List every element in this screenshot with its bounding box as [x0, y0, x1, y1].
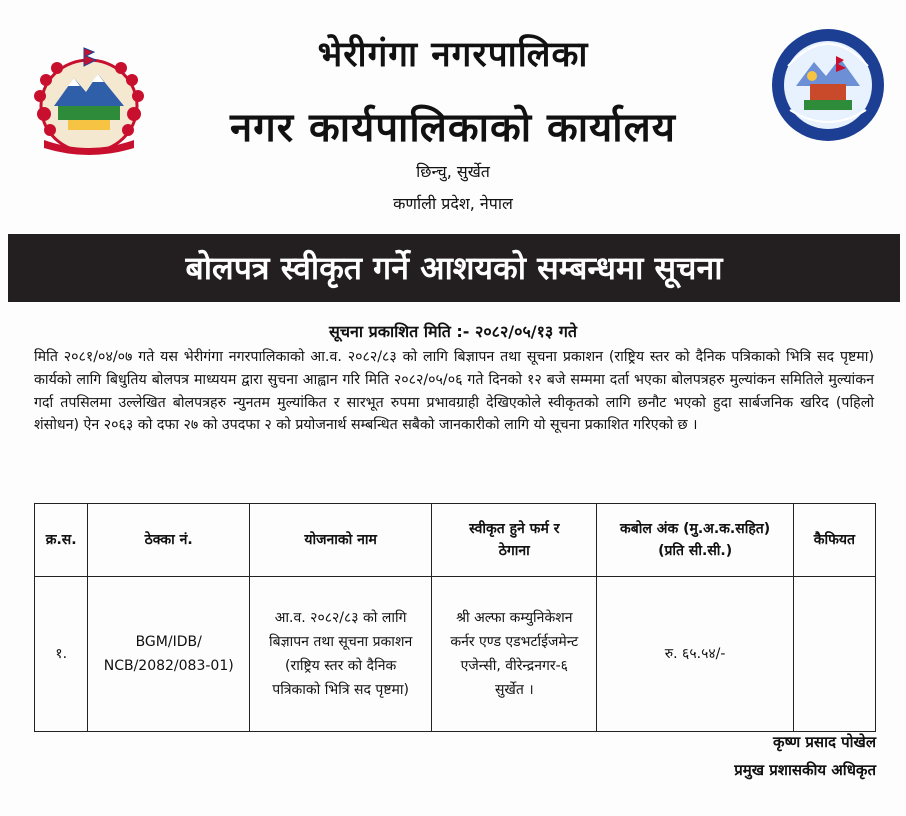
firm-line-3: एजेन्सी, वीरेन्द्रनगर-६	[460, 658, 568, 674]
table-header-row	[35, 504, 876, 577]
project-line-3: (राष्ट्रिय स्तर को दैनिक	[285, 658, 397, 674]
header-sn: क्र.स.	[35, 504, 88, 577]
municipality-name: भेरीगंगा नगरपालिका	[317, 35, 589, 75]
cell-remarks	[793, 577, 875, 732]
notice-body: मिति २०८१/०४/०७ गते यस भेरीगंगा नगरपालिकाको आ.व. २०८२/८३ को लागि बिज्ञापन तथा सूचना प्रकाशन (राष्ट्रिय स्तर को दैनिक पत्रिकाको भित्रि सद पृष्टमा) कार्यको लागि बिधुतिय बोलपत्र माध्ययम द्वारा सुचना आह्वान गरि मिति २०८२/०५/०६ गते दिनको १२ बजे सम्ममा दर्ता भएका बोलपत्रहरु मुल्यांकन समितिले मुल्यांकन गर्दा तपसिलमा उल्लेखित बोलपत्रहरु न्युनतम मुल्यांकित र सारभूत रुपमा प्रभावग्राही देखिएकोले स्वीकृतको लागि छनौट भएको हुदा सार्बजनिक खरिद (पहिलो शंसोधन) ऐन २०६३ को दफा २७ को उपदफा २ को प्रयोजनार्थ सम्बन्धित सबैको जानकारीको लागि यो सूचना प्रकाशित गरिएको छ ।	[34, 349, 874, 434]
header-firm-line-2: ठेगाना	[498, 543, 530, 559]
header-contract-no: ठेक्का नं.	[88, 504, 250, 577]
header-project: योजनाको नाम	[250, 504, 432, 577]
header-amount-line-1: कबोल अंक (मु.अ.क.सहित)	[620, 521, 771, 537]
firm-line-1: श्री अल्फा कम्युनिकेशन	[456, 610, 573, 626]
cell-firm	[432, 577, 597, 732]
project-line-1: आ.व. २०८२/८३ को लागि	[274, 610, 407, 626]
table-row	[35, 577, 876, 732]
signatory-designation: प्रमुख प्रशासकीय अधिकृत	[734, 761, 876, 779]
address-line-1: छिन्चु, सुर्खेत	[416, 162, 490, 181]
project-line-2: बिज्ञापन तथा सूचना प्रकाशन	[269, 634, 413, 650]
signatory-name: कृष्ण प्रसाद पोखेल	[772, 733, 876, 751]
notice-title-banner: बोलपत्र स्वीकृत गर्ने आशयको सम्बन्धमा सूचना	[8, 234, 900, 302]
contract-line-2: NCB/2082/083-01)	[103, 658, 234, 674]
firm-line-2: कर्नर एण्ड एडभर्टाईजमेन्ट	[450, 634, 579, 650]
header-firm-line-1: स्वीकृत हुने फर्म र	[469, 521, 560, 537]
cell-sn: १.	[35, 577, 88, 732]
header-firm	[432, 504, 597, 577]
project-line-4: पत्रिकाको भित्रि सद पृष्टमा)	[272, 682, 409, 698]
cell-project	[250, 577, 432, 732]
cell-contract-no	[88, 577, 250, 732]
header-remarks: कैफियत	[793, 504, 875, 577]
tender-table	[34, 503, 876, 732]
office-name: नगर कार्यपालिकाको कार्यालय	[230, 105, 676, 151]
header-amount-line-2: (प्रति सी.सी.)	[658, 543, 733, 559]
contract-line-1: BGM/IDB/	[135, 634, 202, 650]
cell-amount: रु. ६५.५४/-	[597, 577, 793, 732]
header-amount	[597, 504, 793, 577]
firm-line-4: सुर्खेत ।	[494, 682, 534, 698]
address-line-2: कर्णाली प्रदेश, नेपाल	[393, 194, 513, 213]
published-date: सूचना प्रकाशित मिति :- २०८२/०५/१३ गते	[329, 322, 577, 341]
